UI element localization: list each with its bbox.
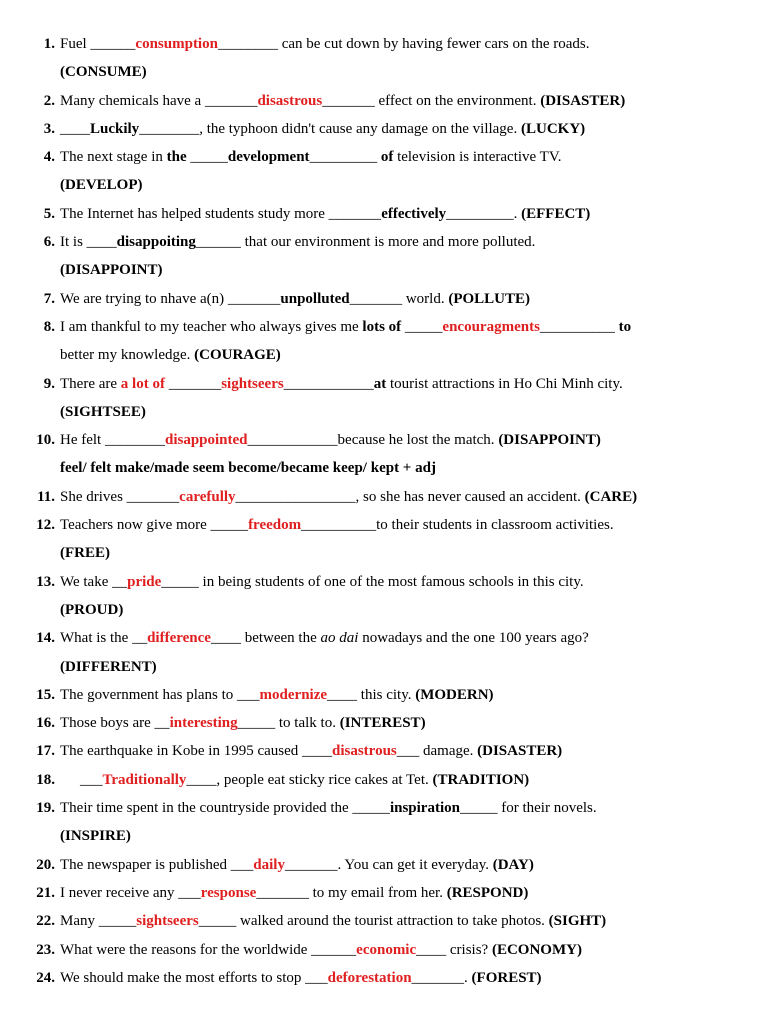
sentence-text xyxy=(60,30,590,58)
sentence-text xyxy=(60,256,163,284)
exercise-continuation xyxy=(0,596,768,624)
exercise-item xyxy=(0,766,768,794)
bold-text: (DIFFERENT) xyxy=(60,658,157,675)
text-segment: The next stage in xyxy=(60,149,167,166)
sentence-text xyxy=(60,511,614,539)
exercise-worksheet xyxy=(0,30,768,992)
exercise-continuation xyxy=(0,256,768,284)
text-segment: I never receive any ___ xyxy=(60,884,201,901)
exercise-sentence xyxy=(0,87,768,115)
text-segment: What is the __ xyxy=(60,630,148,647)
bold-text: (DAY) xyxy=(492,856,534,873)
sentence-text xyxy=(60,143,561,171)
answer-word: difference xyxy=(147,630,211,647)
sentence-text xyxy=(60,58,147,86)
exercise-item xyxy=(0,709,768,737)
bold-text: (ECONOMY) xyxy=(491,941,582,958)
answer-word: disastrous xyxy=(257,92,323,109)
text-segment: ________________, so she has never caused an accident. xyxy=(235,488,585,505)
bold-text: (TRADITION) xyxy=(432,771,530,788)
text-segment: ____, people eat sticky rice cakes at Tet. xyxy=(186,771,433,788)
item-number: 12. xyxy=(36,517,55,534)
text-segment: _______. xyxy=(411,969,472,986)
exercise-item xyxy=(0,936,768,964)
exercise-item xyxy=(0,143,768,200)
answer-word: daily xyxy=(253,856,285,873)
exercise-sentence xyxy=(0,907,768,935)
sentence-text xyxy=(60,115,585,143)
bold-text: (DEVELOP) xyxy=(60,177,143,194)
exercise-item xyxy=(0,737,768,765)
sentence-text xyxy=(60,822,131,850)
item-number: 9. xyxy=(43,375,55,392)
item-number: 11. xyxy=(37,488,55,505)
bold-text: (SIGHTSEE) xyxy=(60,403,146,420)
bold-text: (MODERN) xyxy=(415,686,494,703)
answer-word: pride xyxy=(127,573,162,590)
bold-text: at xyxy=(373,375,387,392)
exercise-sentence xyxy=(0,879,768,907)
sentence-text xyxy=(60,228,535,256)
answer-word: sightseers xyxy=(136,913,199,930)
text-segment: ___ xyxy=(80,771,103,788)
bold-text: development xyxy=(227,149,310,166)
exercise-sentence xyxy=(0,709,768,737)
exercise-sentence xyxy=(0,313,768,341)
exercise-item xyxy=(0,624,768,681)
bold-text: (CARE) xyxy=(584,488,638,505)
item-number: 18. xyxy=(36,771,55,788)
text-segment: The Internet has helped students study more _______ xyxy=(60,205,382,222)
text-segment: We are trying to nhave a(n) _______ xyxy=(60,290,281,307)
text-segment: ____ xyxy=(60,120,90,137)
item-number: 13. xyxy=(36,573,55,590)
item-number: 6. xyxy=(43,234,55,251)
exercise-sentence xyxy=(0,30,768,58)
exercise-item xyxy=(0,483,768,511)
text-segment: ___ damage. xyxy=(396,743,478,760)
answer-word: encouragments xyxy=(442,318,540,335)
sentence-text xyxy=(60,653,157,681)
item-number: 21. xyxy=(36,884,55,901)
text-segment: __________ xyxy=(539,318,619,335)
text-segment: The earthquake in Kobe in 1995 caused ____ xyxy=(60,743,332,760)
bold-text: (EFFECT) xyxy=(521,205,591,222)
bold-text: (FOREST) xyxy=(471,969,542,986)
item-number: 16. xyxy=(36,715,55,732)
text-segment: _______ to my email from her. xyxy=(256,884,447,901)
exercise-continuation xyxy=(0,822,768,850)
text-segment: He felt ________ xyxy=(60,432,165,449)
sentence-text xyxy=(60,936,582,964)
bold-text: lots of xyxy=(362,318,402,335)
exercise-sentence xyxy=(0,568,768,596)
bold-text: the xyxy=(166,149,187,166)
exercise-item xyxy=(0,313,768,370)
exercise-continuation xyxy=(0,398,768,426)
bold-text: Luckily xyxy=(90,120,140,137)
text-segment: We should make the most efforts to stop ___ xyxy=(60,969,328,986)
exercise-sentence xyxy=(0,483,768,511)
text-segment: The newspaper is published ___ xyxy=(60,856,254,873)
sentence-text xyxy=(60,596,123,624)
italic-text: ao dai xyxy=(320,630,359,647)
sentence-text xyxy=(60,681,494,709)
text-segment: ______ that our environment is more and more polluted. xyxy=(195,234,536,251)
item-number: 14. xyxy=(36,630,55,647)
exercise-sentence xyxy=(0,624,768,652)
text-segment: Fuel ______ xyxy=(60,36,136,52)
sentence-text xyxy=(60,398,146,426)
item-number: 1. xyxy=(43,36,55,52)
text-segment: ____________ xyxy=(283,375,374,392)
bold-text: (COURAGE) xyxy=(194,347,281,364)
bold-text: feel/ felt make/made seem become/became keep/ kept + adj xyxy=(60,460,436,477)
text-segment: Many chemicals have a _______ xyxy=(60,92,258,109)
exercise-item xyxy=(0,285,768,313)
answer-word: economic xyxy=(356,941,417,958)
text-segment: Those boys are __ xyxy=(60,715,170,732)
exercise-continuation xyxy=(0,58,768,86)
exercise-item xyxy=(0,511,768,568)
sentence-text xyxy=(60,87,625,115)
bold-text: (LUCKY) xyxy=(520,120,586,137)
bold-text: to xyxy=(618,318,632,335)
exercise-item xyxy=(0,794,768,851)
exercise-item xyxy=(0,200,768,228)
text-segment: _____ xyxy=(186,149,228,166)
answer-word: response xyxy=(200,884,257,901)
text-segment: There are xyxy=(60,375,121,392)
sentence-text xyxy=(60,851,534,879)
sentence-text xyxy=(60,568,584,596)
text-segment: tourist attractions in Ho Chi Minh city. xyxy=(386,375,623,392)
exercise-sentence xyxy=(0,851,768,879)
item-number: 4. xyxy=(43,149,55,166)
exercise-item xyxy=(0,370,768,427)
exercise-sentence xyxy=(0,766,768,794)
bold-text: (DISAPPOINT) xyxy=(498,432,601,449)
text-segment: It is ____ xyxy=(60,234,117,251)
bold-text: effectively xyxy=(381,205,447,222)
text-segment: better my knowledge. xyxy=(60,347,195,364)
exercise-sentence xyxy=(0,681,768,709)
sentence-text xyxy=(60,454,436,482)
text-segment: _____ to talk to. xyxy=(237,715,340,732)
sentence-text xyxy=(60,794,597,822)
bold-text: (DISAPPOINT) xyxy=(60,262,163,279)
exercise-sentence xyxy=(0,511,768,539)
item-number: 7. xyxy=(43,290,55,307)
item-number: 19. xyxy=(36,800,55,817)
item-number: 8. xyxy=(43,318,55,335)
exercise-continuation xyxy=(0,341,768,369)
sentence-text xyxy=(60,964,542,992)
text-segment: Their time spent in the countryside provided the _____ xyxy=(60,800,390,817)
exercise-continuation xyxy=(0,454,768,482)
text-segment: ____ this city. xyxy=(327,686,416,703)
exercise-item xyxy=(0,681,768,709)
text-segment: The government has plans to ___ xyxy=(60,686,260,703)
sentence-text xyxy=(60,341,281,369)
exercise-item xyxy=(0,879,768,907)
bold-text: inspiration xyxy=(389,800,460,817)
text-segment: ________ can be cut down by having fewer cars on the roads. xyxy=(217,36,590,52)
exercise-sentence xyxy=(0,228,768,256)
text-segment: _____ for their novels. xyxy=(459,800,597,817)
text-segment: nowadays and the one 100 years ago? xyxy=(358,630,589,647)
exercise-sentence xyxy=(0,143,768,171)
bold-text: disappoiting xyxy=(116,234,196,251)
item-number: 20. xyxy=(36,856,55,873)
text-segment: _______ effect on the environment. xyxy=(322,92,541,109)
bold-text: unpolluted xyxy=(280,290,350,307)
text-segment: __________to their students in classroom activities. xyxy=(301,517,614,534)
text-segment: She drives _______ xyxy=(60,488,180,505)
sentence-text xyxy=(60,370,623,398)
text-segment: _______ xyxy=(164,375,222,392)
bold-text: (DISASTER) xyxy=(477,743,563,760)
item-number: 23. xyxy=(36,941,55,958)
exercise-item xyxy=(0,115,768,143)
exercise-continuation xyxy=(0,539,768,567)
exercise-sentence xyxy=(0,200,768,228)
answer-word: freedom xyxy=(248,517,302,534)
text-segment: _____ in being students of one of the most famous schools in this city. xyxy=(161,573,584,590)
exercise-sentence xyxy=(0,285,768,313)
sentence-text xyxy=(60,483,637,511)
text-segment: ____________because he lost the match. xyxy=(247,432,499,449)
exercise-sentence xyxy=(0,936,768,964)
exercise-item xyxy=(0,964,768,992)
item-number: 5. xyxy=(43,205,55,222)
exercise-sentence xyxy=(0,370,768,398)
text-segment: television is interactive TV. xyxy=(393,149,562,166)
exercise-sentence xyxy=(0,426,768,454)
answer-word: sightseers xyxy=(221,375,284,392)
exercise-sentence xyxy=(0,794,768,822)
bold-text: (CONSUME) xyxy=(60,64,147,81)
text-segment: Teachers now give more _____ xyxy=(60,517,249,534)
sentence-text xyxy=(60,879,528,907)
text-segment: _____ xyxy=(401,318,443,335)
exercise-continuation xyxy=(0,171,768,199)
sentence-text xyxy=(60,426,601,454)
text-segment: ________, the typhoon didn't cause any damage on the village. xyxy=(139,120,521,137)
exercise-item xyxy=(0,228,768,285)
answer-word: disastrous xyxy=(332,743,397,760)
exercise-item xyxy=(0,851,768,879)
text-segment: I am thankful to my teacher who always gives me xyxy=(60,318,363,335)
exercise-item xyxy=(0,907,768,935)
sentence-text xyxy=(60,709,426,737)
bold-text: (RESPOND) xyxy=(446,884,529,901)
exercise-item xyxy=(0,87,768,115)
item-number: 22. xyxy=(36,913,55,930)
text-segment: ____ between the xyxy=(210,630,321,647)
answer-word: consumption xyxy=(135,36,218,52)
bold-text: (SIGHT) xyxy=(548,913,607,930)
item-number: 15. xyxy=(36,686,55,703)
sentence-text xyxy=(60,313,631,341)
answer-word: interesting xyxy=(169,715,238,732)
bold-text: (FREE) xyxy=(60,545,110,562)
item-number: 17. xyxy=(36,743,55,760)
answer-word: a lot of xyxy=(120,375,165,392)
bold-text: of xyxy=(380,149,394,166)
sentence-text xyxy=(80,766,529,794)
bold-text: (DISASTER) xyxy=(540,92,626,109)
exercise-continuation xyxy=(0,653,768,681)
exercise-item xyxy=(0,30,768,87)
text-segment: Many _____ xyxy=(60,913,137,930)
text-segment: _________. xyxy=(446,205,522,222)
text-segment: _____ walked around the tourist attraction to take photos. xyxy=(198,913,549,930)
sentence-text xyxy=(60,737,562,765)
item-number: 10. xyxy=(36,432,55,449)
text-segment: ____ crisis? xyxy=(416,941,492,958)
answer-word: Traditionally xyxy=(102,771,187,788)
sentence-text xyxy=(60,200,590,228)
bold-text: (POLLUTE) xyxy=(448,290,531,307)
item-number: 24. xyxy=(36,969,55,986)
exercise-item xyxy=(0,568,768,625)
item-number: 3. xyxy=(43,120,55,137)
answer-word: deforestation xyxy=(327,969,412,986)
sentence-text xyxy=(60,624,589,652)
exercise-sentence xyxy=(0,964,768,992)
text-segment: What were the reasons for the worldwide ______ xyxy=(60,941,357,958)
bold-text: (INTEREST) xyxy=(339,715,426,732)
sentence-text xyxy=(60,171,143,199)
sentence-text xyxy=(60,285,530,313)
bold-text: (INSPIRE) xyxy=(60,828,131,845)
text-segment: We take __ xyxy=(60,573,128,590)
answer-word: disappointed xyxy=(164,432,248,449)
sentence-text xyxy=(60,907,606,935)
answer-word: modernize xyxy=(259,686,328,703)
exercise-sentence xyxy=(0,115,768,143)
exercise-item xyxy=(0,426,768,483)
item-number: 2. xyxy=(43,92,55,109)
text-segment: _______. You can get it everyday. xyxy=(284,856,493,873)
exercise-sentence xyxy=(0,737,768,765)
answer-word: carefully xyxy=(179,488,236,505)
bold-text: (PROUD) xyxy=(60,601,124,618)
sentence-text xyxy=(60,539,110,567)
text-segment: _________ xyxy=(309,149,381,166)
text-segment: _______ world. xyxy=(349,290,449,307)
